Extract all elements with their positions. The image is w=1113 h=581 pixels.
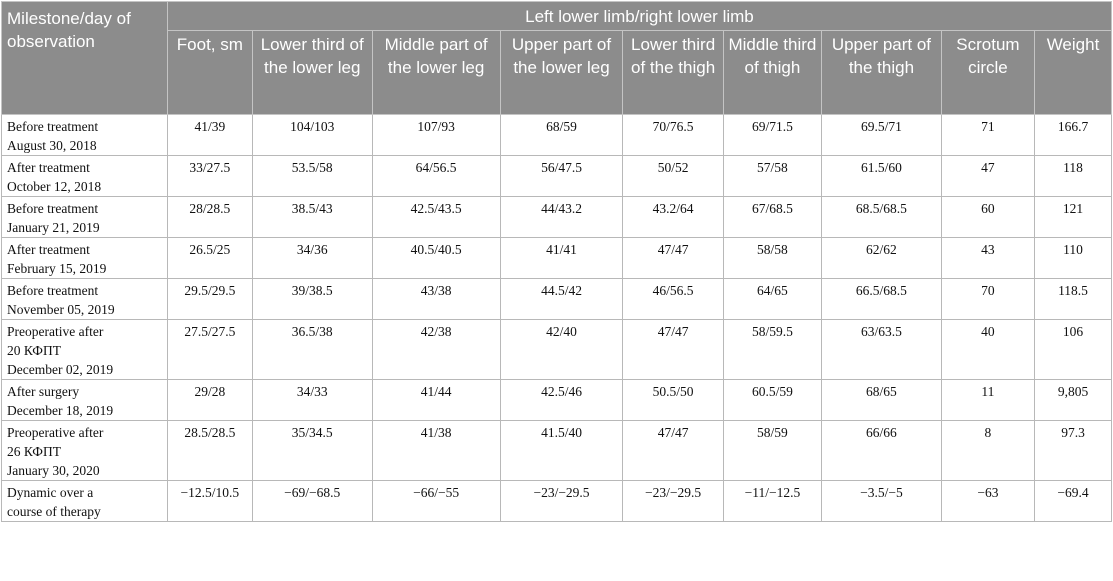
table-cell: 60.5/59: [723, 380, 821, 421]
row-label: Preoperative after 20 КФПТ December 02, 2019: [2, 320, 168, 380]
table-cell: 70/76.5: [623, 115, 723, 156]
table-row: [2, 156, 1112, 197]
table-cell: 118: [1035, 156, 1112, 197]
table-cell: 64/65: [723, 279, 821, 320]
row-label: After treatment October 12, 2018: [2, 156, 168, 197]
table-row: [2, 320, 1112, 380]
table-cell: 107/93: [372, 115, 500, 156]
table-cell: 41/41: [500, 238, 623, 279]
table-cell: 64/56.5: [372, 156, 500, 197]
row-label: Before treatment August 30, 2018: [2, 115, 168, 156]
row-label: Dynamic over a course of therapy: [2, 481, 168, 522]
table-cell: 69.5/71: [822, 115, 942, 156]
table-cell: 42/40: [500, 320, 623, 380]
table-cell: 121: [1035, 197, 1112, 238]
table-row: [2, 380, 1112, 421]
table-cell: 34/33: [252, 380, 372, 421]
table-cell: 34/36: [252, 238, 372, 279]
table-cell: 44/43.2: [500, 197, 623, 238]
table-cell: 43: [941, 238, 1034, 279]
table-cell: −23/−29.5: [500, 481, 623, 522]
table-cell: 53.5/58: [252, 156, 372, 197]
table-cell: 66.5/68.5: [822, 279, 942, 320]
table-cell: 58/58: [723, 238, 821, 279]
table-cell: 106: [1035, 320, 1112, 380]
table-cell: 42.5/43.5: [372, 197, 500, 238]
row-label: After surgery December 18, 2019: [2, 380, 168, 421]
table-cell: 41/44: [372, 380, 500, 421]
column-header-upper-thigh: Upper part of the thigh: [822, 31, 942, 115]
table-cell: 47/47: [623, 320, 723, 380]
table-cell: −3.5/−5: [822, 481, 942, 522]
table-cell: 104/103: [252, 115, 372, 156]
table-cell: 68/59: [500, 115, 623, 156]
table-row: [2, 197, 1112, 238]
table-row: [2, 279, 1112, 320]
row-label: After treatment February 15, 2019: [2, 238, 168, 279]
table-cell: 39/38.5: [252, 279, 372, 320]
table-cell: −11/−12.5: [723, 481, 821, 522]
table-cell: 43.2/64: [623, 197, 723, 238]
column-header-weight: Weight: [1035, 31, 1112, 115]
table-cell: 68.5/68.5: [822, 197, 942, 238]
table-cell: 11: [941, 380, 1034, 421]
table-cell: 41/39: [167, 115, 252, 156]
table-cell: 42/38: [372, 320, 500, 380]
table-cell: 50.5/50: [623, 380, 723, 421]
table-cell: −66/−55: [372, 481, 500, 522]
table-cell: 36.5/38: [252, 320, 372, 380]
table-cell: 57/58: [723, 156, 821, 197]
table-cell: 26.5/25: [167, 238, 252, 279]
table-cell: 35/34.5: [252, 421, 372, 481]
table-cell: 60: [941, 197, 1034, 238]
table-cell: −12.5/10.5: [167, 481, 252, 522]
column-header-lower-third-lower-leg: Lower third of the lower leg: [252, 31, 372, 115]
table-cell: 50/52: [623, 156, 723, 197]
table-cell: 63/63.5: [822, 320, 942, 380]
table-cell: 41/38: [372, 421, 500, 481]
table-cell: 28/28.5: [167, 197, 252, 238]
corner-header: Milestone/day of observation: [2, 2, 168, 115]
column-header-middle-lower-leg: Middle part of the lower leg: [372, 31, 500, 115]
table-cell: 8: [941, 421, 1034, 481]
table-cell: −23/−29.5: [623, 481, 723, 522]
table-cell: 33/27.5: [167, 156, 252, 197]
table-cell: 58/59: [723, 421, 821, 481]
table-row: [2, 421, 1112, 481]
table-cell: 44.5/42: [500, 279, 623, 320]
table-cell: 62/62: [822, 238, 942, 279]
table-row: [2, 115, 1112, 156]
table-cell: 61.5/60: [822, 156, 942, 197]
table-row: [2, 481, 1112, 522]
table-cell: −69/−68.5: [252, 481, 372, 522]
table-cell: 110: [1035, 238, 1112, 279]
table-cell: 66/66: [822, 421, 942, 481]
row-label: Preoperative after 26 КФПТ January 30, 2020: [2, 421, 168, 481]
column-header-scrotum-circle: Scrotum circle: [941, 31, 1034, 115]
table-cell: 69/71.5: [723, 115, 821, 156]
row-label: Before treatment January 21, 2019: [2, 197, 168, 238]
table-cell: 27.5/27.5: [167, 320, 252, 380]
table-cell: 40.5/40.5: [372, 238, 500, 279]
group-header: Left lower limb/right lower limb: [167, 2, 1111, 31]
table-cell: 46/56.5: [623, 279, 723, 320]
column-header-foot: Foot, sm: [167, 31, 252, 115]
table-cell: 38.5/43: [252, 197, 372, 238]
measurements-table: [1, 1, 1112, 522]
table-cell: 68/65: [822, 380, 942, 421]
table-cell: 40: [941, 320, 1034, 380]
table-cell: 47/47: [623, 421, 723, 481]
column-header-middle-third-thigh: Middle third of thigh: [723, 31, 821, 115]
column-header-lower-third-thigh: Lower third of the thigh: [623, 31, 723, 115]
table-cell: 56/47.5: [500, 156, 623, 197]
table-cell: −63: [941, 481, 1034, 522]
table-row: [2, 238, 1112, 279]
column-header-upper-lower-leg: Upper part of the lower leg: [500, 31, 623, 115]
table-cell: 42.5/46: [500, 380, 623, 421]
table-cell: 58/59.5: [723, 320, 821, 380]
table-cell: 9,805: [1035, 380, 1112, 421]
table-cell: 70: [941, 279, 1034, 320]
table-cell: 28.5/28.5: [167, 421, 252, 481]
table-cell: −69.4: [1035, 481, 1112, 522]
table-cell: 43/38: [372, 279, 500, 320]
table-cell: 29/28: [167, 380, 252, 421]
table-cell: 97.3: [1035, 421, 1112, 481]
table-cell: 29.5/29.5: [167, 279, 252, 320]
table-cell: 67/68.5: [723, 197, 821, 238]
table-cell: 47/47: [623, 238, 723, 279]
table-cell: 71: [941, 115, 1034, 156]
table-cell: 166.7: [1035, 115, 1112, 156]
table-cell: 47: [941, 156, 1034, 197]
table-cell: 118.5: [1035, 279, 1112, 320]
table-cell: 41.5/40: [500, 421, 623, 481]
row-label: Before treatment November 05, 2019: [2, 279, 168, 320]
